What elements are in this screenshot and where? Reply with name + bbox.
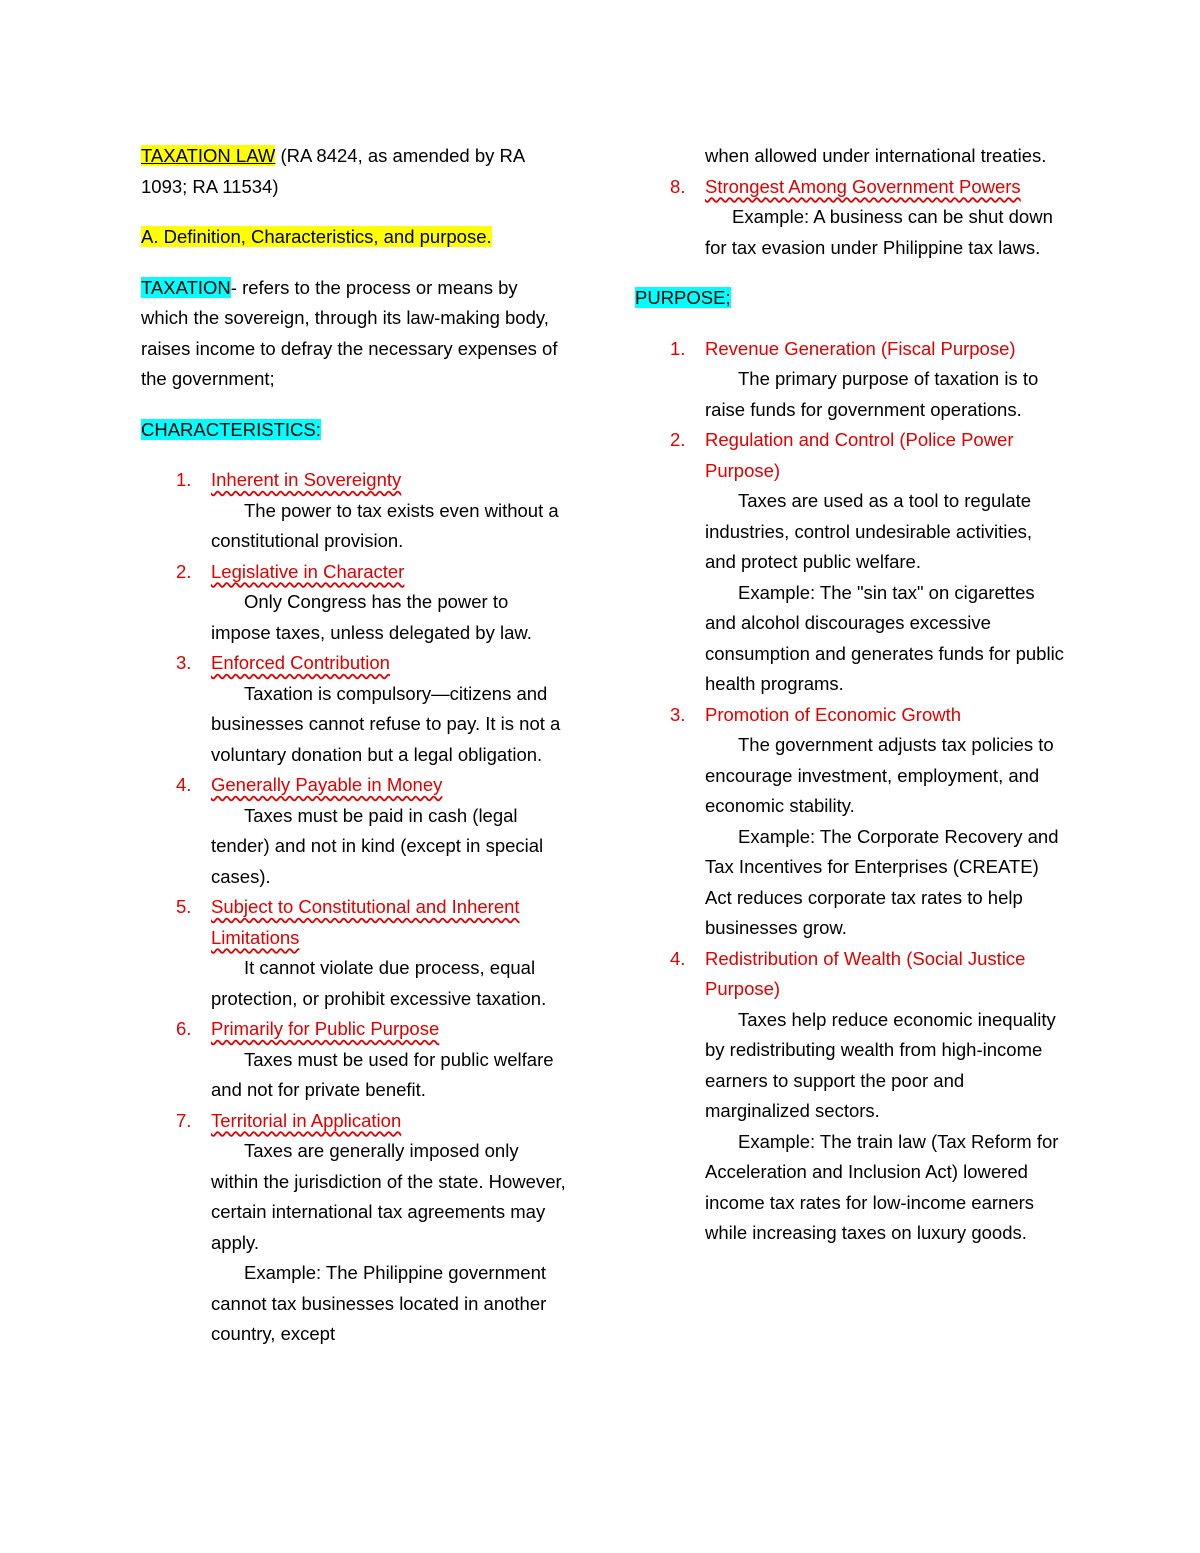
item-desc: Taxes help reduce economic inequality by redistributing wealth from high-income earners to support the poor and marginalized sectors. [705, 1008, 1056, 1121]
item-title: Redistribution of Wealth (Social Justice Purpose) [705, 947, 1026, 999]
list-item [635, 944, 1065, 1249]
item-example: Example: The Corporate Recovery and Tax Incentives for Enterprises (CREATE) Act reduces corporate tax rates to help businesses grow. [705, 825, 1059, 938]
item-desc: The primary purpose of taxation is to raise funds for government operations. [705, 368, 1039, 420]
characteristics-list [141, 465, 566, 1350]
item-title: Inherent in Sovereignty [211, 469, 402, 490]
taxation-def-text: - refers to the process or means by which the sovereign, through its law-making body, raises income to defray the necessary expenses of the government; [141, 276, 558, 389]
item-example: Example: The "sin tax" on cigarettes and alcohol discourages excessive consumption and generates funds for public health programs. [705, 581, 1064, 694]
item-number: 8. [670, 175, 686, 197]
characteristics-label: CHARACTERISTICS: [141, 418, 321, 440]
item-title: Revenue Generation (Fiscal Purpose) [705, 337, 1016, 359]
item-desc: Only Congress has the power to impose taxes, unless delegated by law. [211, 591, 532, 643]
list-item [635, 700, 1065, 944]
item-number: 2. [176, 560, 192, 582]
list-item [141, 557, 566, 649]
item-example: Example: The train law (Tax Reform for Acceleration and Inclusion Act) lowered income tax rates for low-income earners while increasing taxes on luxury goods. [705, 1130, 1059, 1243]
item-number: 1. [176, 469, 192, 490]
item-desc: The power to tax exists even without a constitutional provision. [211, 499, 559, 551]
purpose-heading [635, 283, 1065, 314]
item-title: Strongest Among Government Powers [705, 175, 1021, 197]
purpose-list [635, 334, 1065, 1249]
right-column [635, 141, 1065, 1249]
item-title: Generally Payable in Money [211, 774, 443, 795]
doc-title-rest: (RA 8424, as amended by RA 1093; RA 11534) [141, 145, 525, 197]
item-number: 4. [176, 774, 192, 795]
item-title: Subject to Constitutional and Inherent Limitations [211, 896, 520, 948]
item-title: Primarily for Public Purpose [211, 1018, 440, 1039]
list-item [635, 334, 1065, 426]
list-item [141, 1014, 566, 1106]
item-desc: Taxes must be paid in cash (legal tender) and not in kind (except in special cases). [211, 804, 544, 887]
section-a-label: A. Definition, Characteristics, and purpose. [141, 226, 492, 247]
list-item [635, 425, 1065, 700]
purpose-label: PURPOSE; [635, 287, 731, 308]
item-desc: Example: A business can be shut down for tax evasion under Philippine tax laws. [705, 206, 1053, 258]
section-a-heading [141, 222, 566, 253]
item-title: Enforced Contribution [211, 652, 390, 673]
taxation-definition [141, 273, 566, 395]
item-desc: Taxes must be used for public welfare and not for private benefit. [211, 1048, 554, 1100]
list-item [141, 770, 566, 892]
item-number: 6. [176, 1018, 192, 1039]
list-item [141, 648, 566, 770]
list-item [141, 892, 566, 1014]
list-item [141, 1106, 566, 1350]
item-number: 2. [670, 429, 686, 450]
doc-title: TAXATION LAW [141, 145, 276, 166]
item-desc: Taxes are generally imposed only within the jurisdiction of the state. However, certain international tax agreements may apply. [211, 1140, 566, 1253]
item-number: 3. [176, 652, 192, 673]
item-title: Legislative in Character [211, 560, 405, 582]
item-title: Regulation and Control (Police Power Purpose) [705, 429, 1014, 481]
item-desc: The government adjusts tax policies to encourage investment, employment, and economic stability. [705, 734, 1054, 816]
item-number: 3. [670, 703, 686, 725]
item-title: Promotion of Economic Growth [705, 703, 962, 725]
item-title: Territorial in Application [211, 1109, 402, 1131]
item-number: 5. [176, 896, 192, 917]
list-item [635, 172, 1065, 264]
doc-heading [141, 141, 566, 202]
item-example: Example: The Philippine government cannot tax businesses located in another country, except [211, 1262, 547, 1344]
continuation-text: when allowed under international treaties. [705, 145, 1047, 166]
item-number: 7. [176, 1109, 192, 1131]
characteristics-heading [141, 415, 566, 446]
characteristics-list-continued [635, 172, 1065, 264]
item-number: 4. [670, 947, 686, 969]
list-item [141, 465, 566, 557]
taxation-term: TAXATION [141, 276, 231, 298]
item-desc: Taxes are used as a tool to regulate industries, control undesirable activities, and protect public welfare. [705, 490, 1032, 572]
left-column [141, 141, 566, 1350]
item-desc: Taxation is compulsory—citizens and businesses cannot refuse to pay. It is not a voluntary donation but a legal obligation. [211, 682, 561, 765]
item-number: 1. [670, 337, 686, 359]
item-desc: It cannot violate due process, equal protection, or prohibit excessive taxation. [211, 957, 547, 1009]
